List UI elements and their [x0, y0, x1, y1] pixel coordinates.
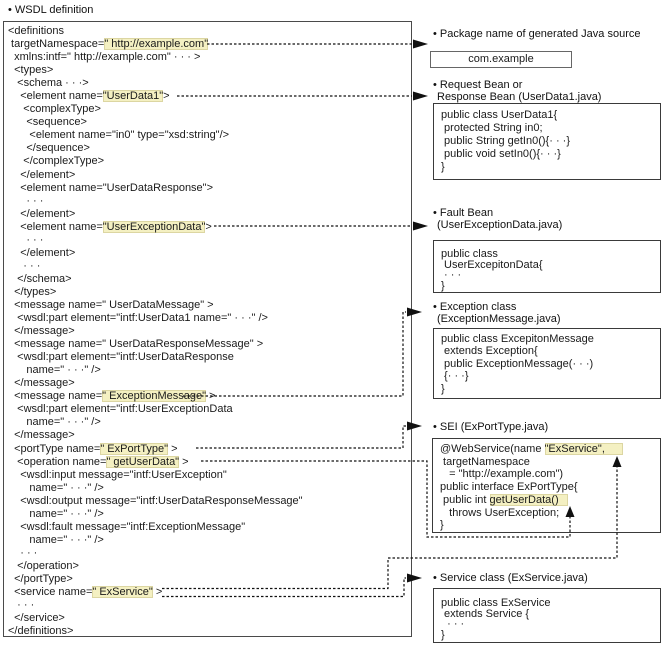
code-line: </operation> [8, 559, 79, 572]
code-line: <wsdl:part element="intf:UserDataResponse [8, 351, 234, 364]
fault-bean-code-box [433, 240, 661, 293]
heading-fault-bean-line1: • Fault Bean [433, 207, 494, 219]
code-line: xmlns:intf=" http://example.com" · · · > [8, 51, 201, 64]
code-line: <service name=" ExService" > [8, 586, 163, 599]
code-line: targetNamespace=" http://example.com" [8, 38, 209, 51]
code-line: public interface ExPortType{ [440, 481, 578, 494]
code-line: } [441, 279, 445, 292]
code-line: · · · [441, 618, 465, 630]
code-line: <wsdl:part element="intf:UserExceptionData [8, 403, 233, 416]
code-line: </element> [8, 246, 76, 259]
highlighted-token: "UserData1" [102, 90, 164, 103]
code-line: <element name="UserDataResponse"> [8, 181, 214, 194]
code-line: } [441, 382, 445, 395]
code-line: name=" · · ·" /> [8, 416, 101, 429]
heading-service-class: • Service class (ExService.java) [433, 572, 588, 584]
code-line: <portType name=" ExPortType" > [8, 442, 178, 455]
code-line: throws UserException; [440, 506, 560, 519]
code-line: <wsdl:part element="intf:UserData1 name=" · · ·" /> [8, 312, 268, 325]
code-line: <wsdl:output message="intf:UserDataResponseMessage" [8, 494, 303, 507]
code-line: } [440, 519, 444, 532]
code-line: <wsdl:fault message="intf:ExceptionMessage" [8, 520, 246, 533]
code-line: public void setIn0(){· · ·} [441, 148, 561, 160]
code-line: </sequence> [8, 142, 90, 155]
code-line: = "http://example.com") [440, 468, 564, 481]
code-line: } [441, 628, 445, 641]
code-line: </portType> [8, 572, 73, 585]
code-line: name=" · · ·" /> [8, 364, 101, 377]
code-line: <sequence> [8, 116, 87, 129]
heading-request-bean-line1: • Request Bean or [433, 79, 523, 91]
code-line: <element name="UserData1"> [8, 90, 170, 103]
code-line: <wsdl:input message="intf:UserException" [8, 468, 227, 481]
code-line: · · · [441, 269, 462, 281]
code-line: </types> [8, 285, 57, 298]
request-bean-code-box [433, 103, 661, 180]
code-line: {· · ·} [441, 370, 469, 383]
code-line: <message name=" UserDataResponseMessage" > [8, 338, 264, 351]
code-line: <element name="in0" type="xsd:string"/> [8, 129, 230, 142]
code-line: <definitions [8, 25, 64, 37]
code-line: <operation name=" getUserData" > [8, 455, 189, 468]
code-line: <message name=" ExceptionMessage" > [8, 390, 216, 403]
package-name-box: com.example [430, 51, 572, 68]
code-line: · · · [8, 259, 41, 272]
code-line: public ExceptionMessage(· · ·) [441, 357, 594, 370]
code-line: </service> [8, 612, 65, 625]
code-line: public class ExService [441, 597, 551, 609]
code-line: extends Service { [441, 607, 530, 620]
code-line: public String getIn0(){· · ·} [441, 135, 571, 147]
wsdl-code [8, 25, 411, 637]
code-line: public int getUserData() [440, 493, 568, 506]
heading-request-bean-line2: Response Bean (UserData1.java) [437, 91, 602, 103]
code-line: name=" · · ·" /> [8, 533, 104, 546]
heading-sei: • SEI (ExPortType.java) [433, 421, 549, 433]
heading-exception-class-line1: • Exception class [433, 301, 517, 313]
code-line: </message> [8, 325, 75, 338]
highlighted-token: getUserData() [489, 493, 568, 506]
code-line: public class ExcepitonMessage [441, 333, 594, 345]
code-line: <schema · · ·> [8, 77, 89, 90]
code-line: name=" · · ·" /> [8, 481, 104, 494]
highlighted-token: " getUserData" [106, 455, 180, 468]
code-line: · · · [8, 546, 38, 559]
code-line: </message> [8, 429, 75, 442]
highlighted-token: " ExceptionMessage" [102, 390, 206, 403]
code-line: name=" · · ·" /> [8, 507, 104, 520]
code-line: </message> [8, 377, 75, 390]
highlighted-token: "ExService", [544, 443, 624, 455]
wsdl-box [3, 21, 412, 637]
heading-exception-class-line2: (ExceptionMessage.java) [437, 313, 561, 325]
code-line: <message name=" UserDataMessage" > [8, 298, 214, 311]
heading-fault-bean-line2: (UserExceptionData.java) [437, 219, 563, 231]
code-line: </complexType> [8, 155, 104, 168]
code-line: UserExcepitonData{ [441, 258, 543, 271]
code-line: · · · [8, 599, 35, 612]
code-line: </definitions> [8, 625, 74, 637]
code-line: public class UserData1{ [441, 109, 558, 121]
code-line: @WebService(name "ExService", [440, 443, 624, 455]
code-line: <types> [8, 64, 54, 77]
code-line: protected String in0; [441, 122, 543, 134]
highlighted-token: " ExService" [92, 586, 153, 599]
code-line: </element> [8, 207, 76, 220]
highlighted-token: " http://example.com" [104, 38, 209, 51]
code-line: · · · [8, 233, 44, 246]
code-line: </element> [8, 168, 76, 181]
code-line: } [441, 161, 445, 173]
highlighted-token: " ExPortType" [100, 442, 169, 455]
code-line: public class [441, 248, 498, 260]
code-line: <element name="UserExceptionData"> [8, 220, 212, 233]
code-line: <complexType> [8, 103, 101, 116]
heading-package-name: • Package name of generated Java source [433, 28, 641, 40]
code-line: </schema> [8, 272, 72, 285]
highlighted-token: "UserExceptionData" [102, 220, 206, 233]
code-line: · · · [8, 194, 44, 207]
sei-code-box [432, 438, 661, 533]
code-line: targetNamespace [440, 455, 530, 468]
service-class-code-box [433, 588, 661, 643]
exception-class-code-box [433, 328, 661, 399]
code-line: extends Exception{ [441, 345, 538, 358]
wsdl-definition-title: • WSDL definition [8, 4, 94, 16]
